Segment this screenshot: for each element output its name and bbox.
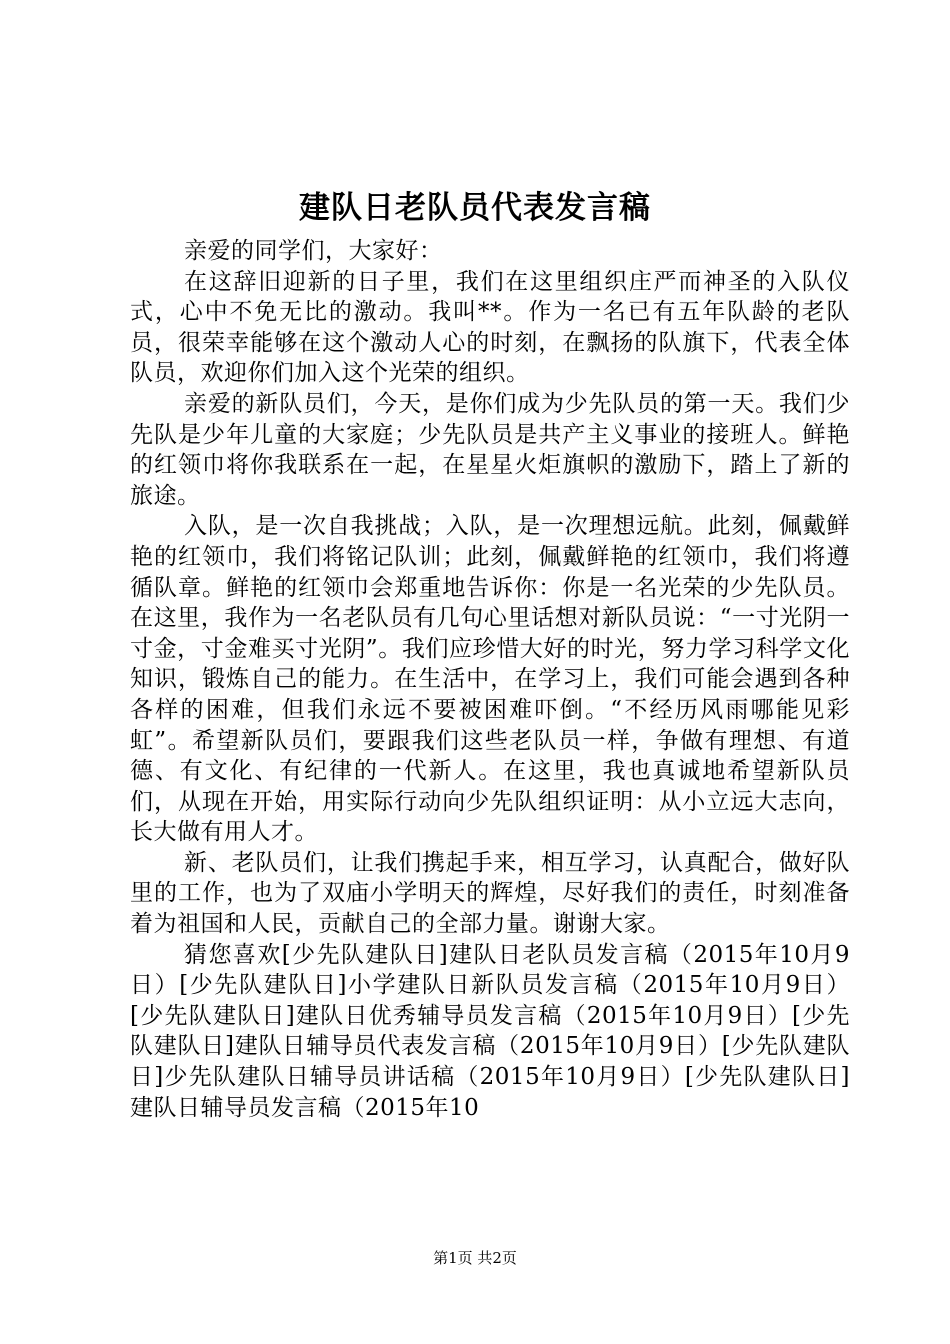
document-title: 建队日老队员代表发言稿 <box>299 190 651 226</box>
body-paragraph: 在这辞旧迎新的日子里，我们在这里组织庄严而神圣的入队仪式，心中不免无比的激动。我叫**。作为一名已有五年队龄的老队员，很荣幸能够在这个激动人心的时刻，在飘扬的队旗下，代表全体队员，欢迎你们加入这个光荣的组织。 <box>130 268 850 387</box>
body-paragraph: 新、老队员们，让我们携起手来，相互学习，认真配合，做好队里的工作，也为了双庙小学明天的辉煌，尽好我们的责任，时刻准备着为祖国和人民，贡献自己的全部力量。谢谢大家。 <box>130 849 850 938</box>
related-articles-paragraph: 猜您喜欢[少先队建队日]建队日老队员发言稿（2015年10月9日）[少先队建队日]小学建队日新队员发言稿（2015年10月9日）[少先队建队日]建队日优秀辅导员发言稿（2015年10月9日）[少先队建队日]建队日辅导员代表发言稿（2015年10月9日）[少先队建队日]少先队建队日辅导员讲话稿（2015年10月9日）[少先队建队日]建队日辅导员发言稿（2015年10 <box>130 941 850 1121</box>
greeting-paragraph: 亲爱的同学们，大家好： <box>184 238 443 264</box>
body-paragraph: 入队，是一次自我挑战；入队，是一次理想远航。此刻，佩戴鲜艳的红领巾，我们将铭记队训；此刻，佩戴鲜艳的红领巾，我们将遵循队章。鲜艳的红领巾会郑重地告诉你：你是一名光荣的少先队员。在这里，我作为一名老队员有几句心里话想对新队员说：“一寸光阴一寸金，寸金难买寸光阴”。我们应珍惜大好的时光，努力学习科学文化知识，锻炼自己的能力。在生活中，在学习上，我们可能会遇到各种各样的困难，但我们永远不要被困难吓倒。“不经历风雨哪能见彩虹”。希望新队员们，要跟我们这些老队员一样，争做有理想、有道德、有文化、有纪律的一代新人。在这里，我也真诚地希望新队员们，从现在开始，用实际行动向少先队组织证明：从小立远大志向，长大做有用人才。 <box>130 513 850 846</box>
page-footer: 第1页 共2页 <box>433 1249 517 1267</box>
body-paragraph: 亲爱的新队员们，今天，是你们成为少先队员的第一天。我们少先队是少年儿童的大家庭；少先队员是共产主义事业的接班人。鲜艳的红领巾将你我联系在一起，在星星火炬旗帜的激励下，踏上了新的旅途。 <box>130 390 850 509</box>
document-body <box>130 236 850 1123</box>
